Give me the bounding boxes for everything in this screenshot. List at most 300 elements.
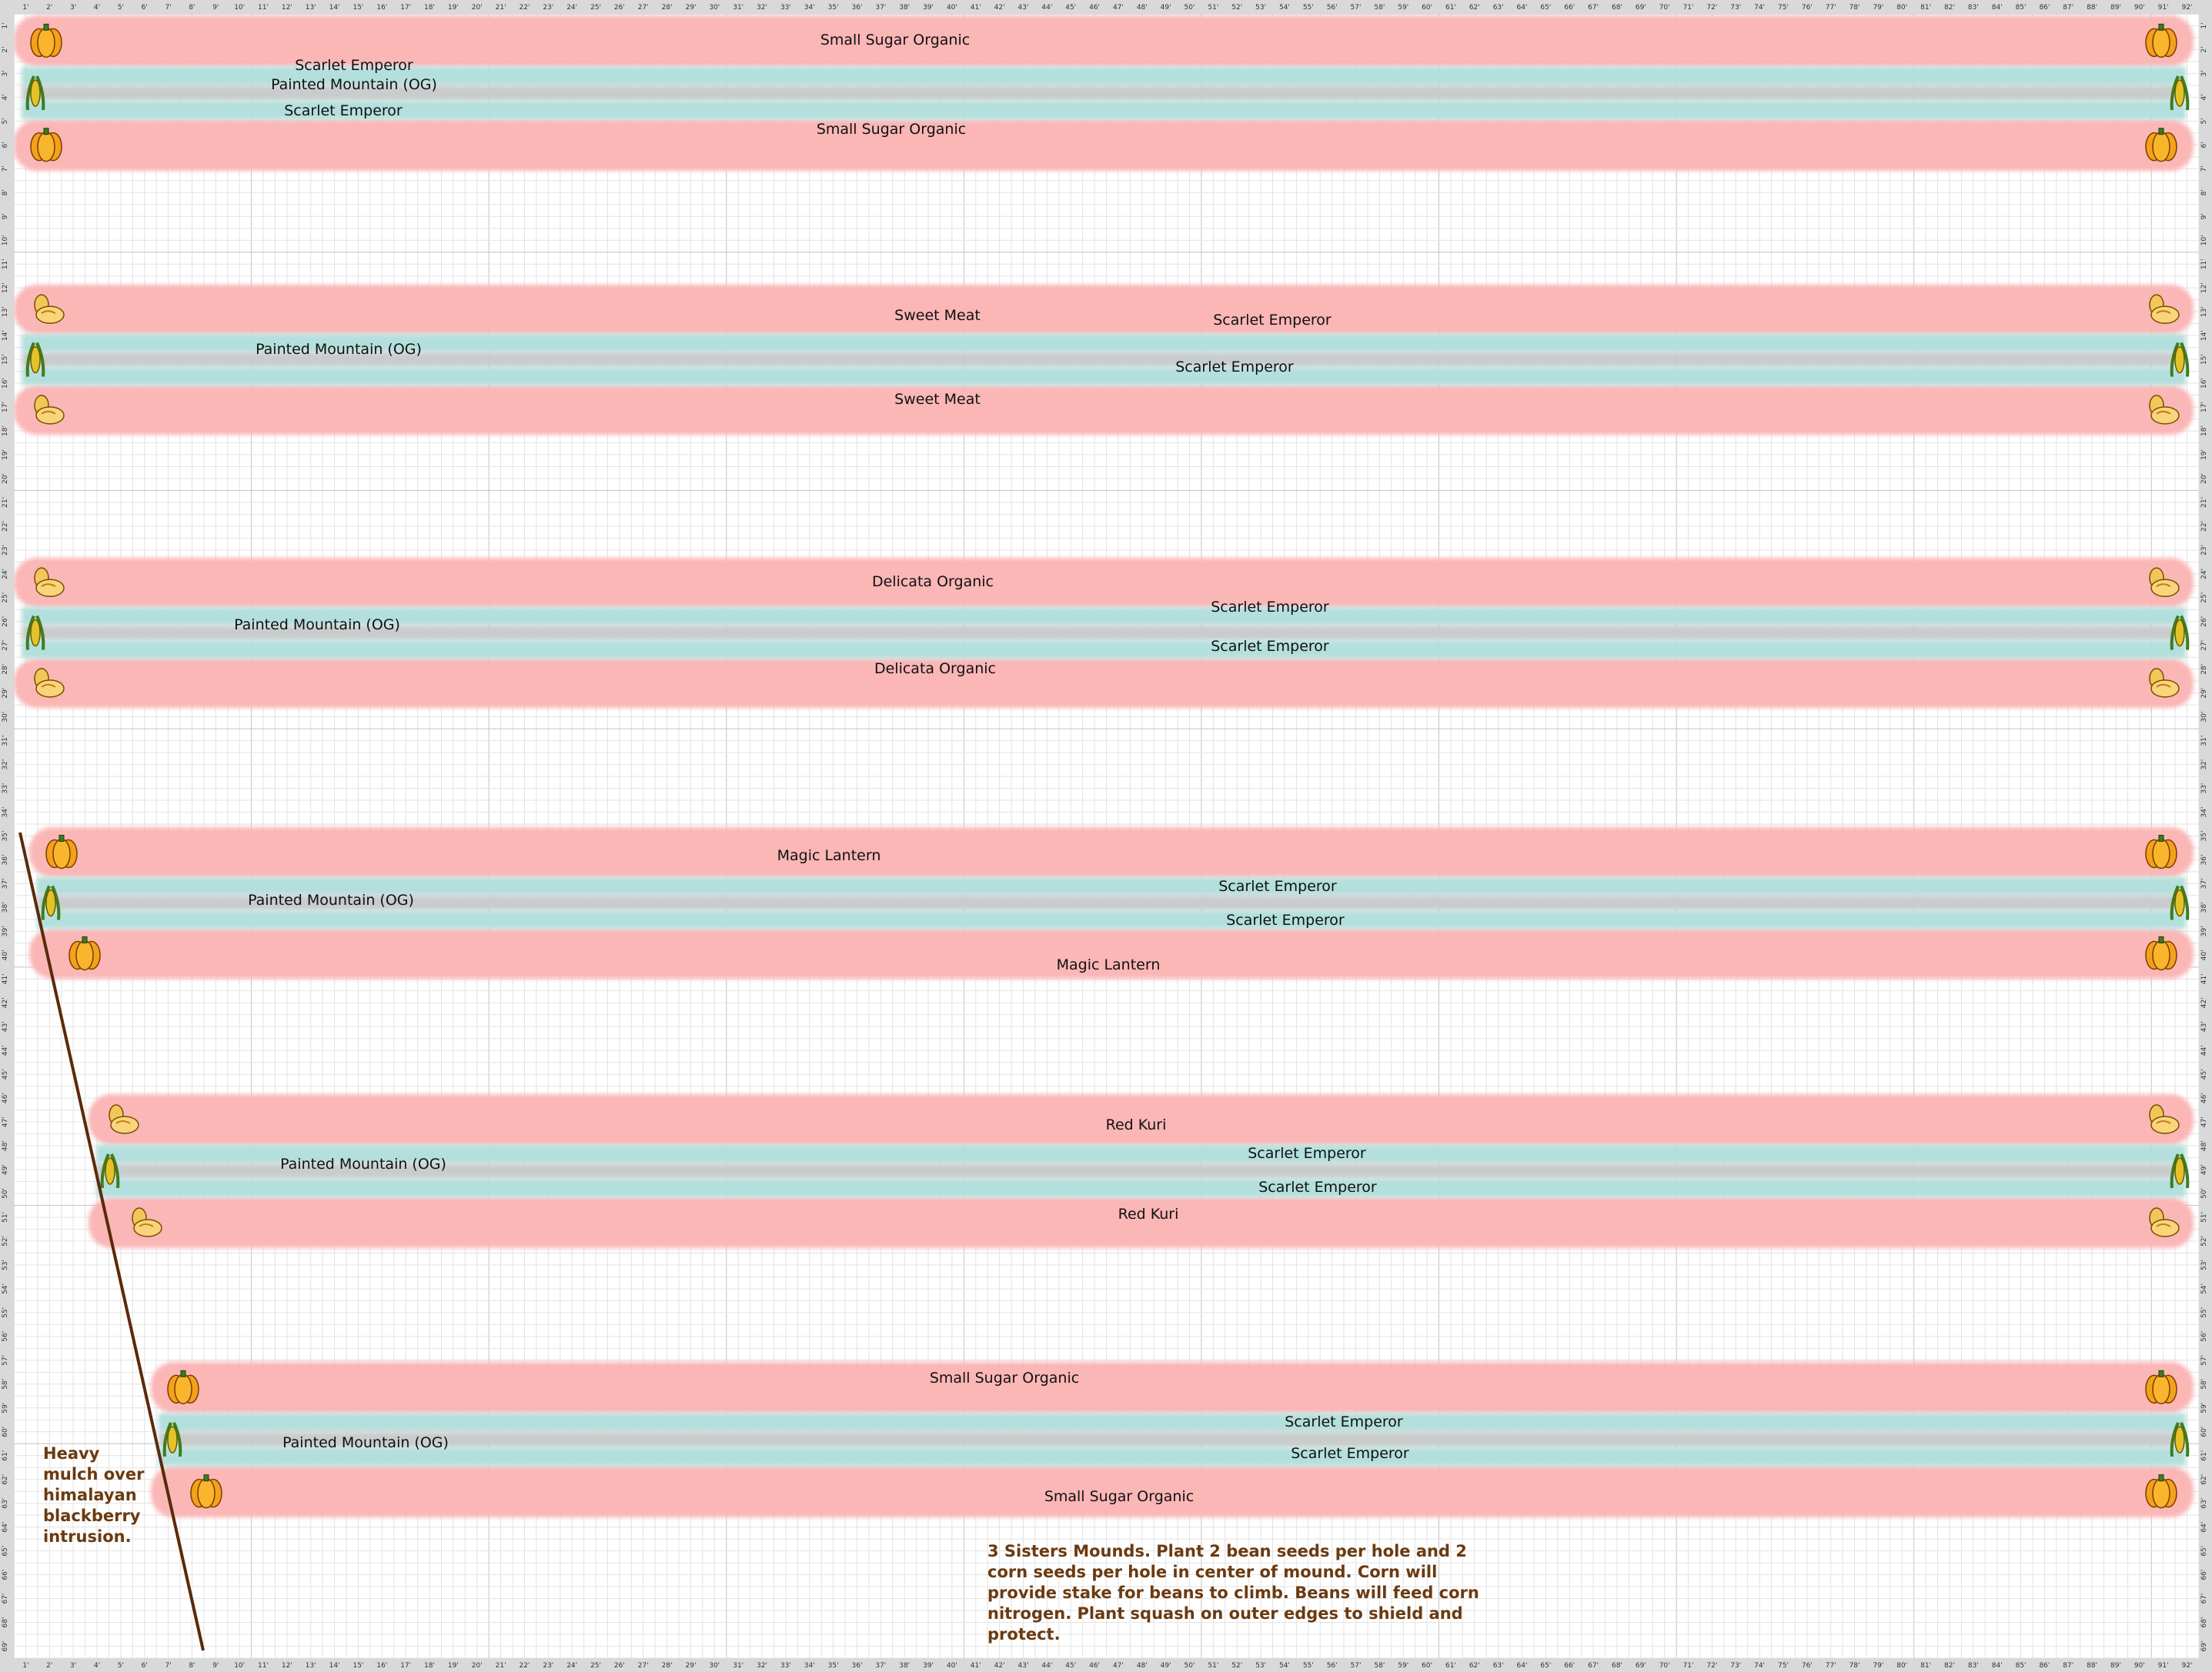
ruler-row-label: 36': [2, 854, 9, 866]
ruler-column-label: 91': [2157, 1662, 2169, 1670]
ruler-row-label: 7': [2, 165, 9, 172]
ruler-column-label: 73': [1730, 1662, 1742, 1670]
ruler-column-label: 52': [1231, 4, 1243, 12]
bed-planting-label: Small Sugar Organic: [929, 1370, 1080, 1387]
ruler-column-label: 41': [970, 1662, 981, 1670]
ruler-column-label: 38': [899, 1662, 911, 1670]
ruler-row-label: 42': [2200, 997, 2208, 1009]
three-sisters-note: 3 Sisters Mounds. Plant 2 bean seeds per hole and 2 corn seeds per hole in center of mound. Corn will provide stake for beans to climb. Beans will feed corn nitrogen. Plant squash on outer edges to shield and protect.: [987, 1542, 1479, 1644]
squash-band: [14, 385, 2194, 435]
squash-band: [14, 119, 2194, 171]
ruler-row-label: 5': [2, 118, 9, 125]
ruler-column-label: 58': [1374, 1662, 1385, 1670]
ruler-row-label: 13': [2200, 306, 2208, 318]
bed-planting-label: Sweet Meat: [894, 307, 981, 324]
ruler-row-label: 53': [2200, 1260, 2208, 1270]
ruler-column-label: 5': [117, 1662, 124, 1670]
corn-band: [159, 1432, 2186, 1447]
ruler-column-label: 54': [1278, 4, 1290, 12]
ruler-column-label: 19': [447, 4, 459, 12]
ruler-row-label: 15': [2, 354, 9, 365]
ruler-row-label: 14': [2, 330, 9, 342]
bean-band: [159, 1447, 2186, 1466]
ruler-row-label: 30': [2200, 711, 2208, 723]
ruler-column-label: 87': [2063, 4, 2074, 12]
ruler-column-label: 18': [424, 4, 435, 12]
ruler-column-label: 82': [1944, 4, 1955, 12]
ruler-column-label: 34': [804, 4, 815, 12]
ruler-row-label: 28': [2200, 663, 2208, 675]
ruler-row-label: 9': [2200, 213, 2208, 220]
ruler-row-label: 66': [2200, 1569, 2208, 1580]
ruler-row-label: 58': [2, 1378, 9, 1390]
ruler-row-label: 40': [2200, 949, 2208, 961]
ruler-column-label: 31': [733, 1662, 744, 1670]
bed-planting-label: Sweet Meat: [894, 391, 981, 408]
bed-planting-label: Painted Mountain (OG): [271, 76, 437, 93]
ruler-column-label: 13': [305, 1662, 316, 1670]
ruler-column-label: 79': [1873, 1662, 1884, 1670]
ruler-column-label: 62': [1469, 1662, 1480, 1670]
ruler-row-label: 52': [2200, 1236, 2208, 1246]
ruler-row-label: 25': [2200, 592, 2208, 603]
ruler-row-label: 22': [2, 520, 9, 532]
ruler-row-label: 1': [2, 22, 9, 29]
bed-planting-label: Red Kuri: [1118, 1206, 1179, 1223]
bean-band: [96, 1179, 2186, 1197]
ruler-column-label: 44': [1041, 1662, 1053, 1670]
bed-5: [89, 1094, 2194, 1248]
ruler-row-label: 52': [2, 1236, 9, 1246]
ruler-row-label: 63': [2200, 1497, 2208, 1509]
ruler-column-label: 23': [543, 1662, 554, 1670]
ruler-column-label: 2': [46, 1662, 53, 1670]
bed-planting-label: Scarlet Emperor: [295, 57, 413, 74]
ruler-column-label: 14': [329, 4, 340, 12]
squash-band: [151, 1362, 2194, 1413]
ruler-row-label: 7': [2200, 165, 2208, 172]
bed-planting-label: Scarlet Emperor: [1285, 1413, 1403, 1430]
ruler-row-label: 68': [2, 1617, 9, 1628]
squash-band: [14, 558, 2194, 607]
ruler-column-label: 65': [1540, 1662, 1552, 1670]
ruler-column-label: 12': [281, 4, 292, 12]
ruler-column-label: 75': [1778, 1662, 1789, 1670]
ruler-column-label: 8': [189, 4, 195, 12]
ruler-row-label: 69': [2200, 1640, 2208, 1652]
ruler-column-label: 44': [1041, 4, 1053, 12]
ruler-column-label: 25': [590, 4, 602, 12]
ruler-column-label: 85': [2015, 1662, 2027, 1670]
ruler-column-label: 11': [258, 4, 269, 12]
ruler-row-label: 67': [2200, 1593, 2208, 1604]
ruler-column-label: 17': [400, 4, 412, 12]
ruler-row-label: 61': [2, 1450, 9, 1461]
ruler-row-label: 3': [2, 70, 9, 77]
ruler-row-label: 33': [2, 783, 9, 794]
ruler-row-label: 43': [2, 1021, 9, 1033]
ruler-column-label: 88': [2087, 4, 2098, 12]
ruler-row-label: 69': [2, 1640, 9, 1652]
bean-band: [22, 640, 2186, 658]
ruler-column-label: 20': [471, 4, 483, 12]
ruler-column-label: 29': [685, 4, 697, 12]
ruler-column-label: 33': [780, 1662, 791, 1670]
ruler-column-label: 57': [1350, 1662, 1362, 1670]
ruler-row-label: 17': [2, 402, 9, 412]
ruler-column-label: 61': [1445, 4, 1456, 12]
ruler-column-label: 83': [1967, 1662, 1979, 1670]
bed-planting-label: Scarlet Emperor: [284, 102, 403, 119]
ruler-row-label: 16': [2200, 378, 2208, 389]
ruler-column-label: 81': [1920, 1662, 1932, 1670]
ruler-column-label: 43': [1017, 4, 1029, 12]
ruler-column-label: 92': [2181, 4, 2193, 12]
ruler-row-label: 10': [2, 235, 9, 246]
ruler-row-label: 38': [2200, 902, 2208, 913]
ruler-column-label: 90': [2133, 4, 2145, 12]
bed-planting-label: Scarlet Emperor: [1226, 912, 1345, 929]
ruler-column-label: 71': [1682, 1662, 1694, 1670]
ruler-column-label: 53': [1255, 4, 1267, 12]
ruler-row-label: 60': [2, 1426, 9, 1437]
ruler-row-label: 12': [2, 282, 9, 294]
ruler-row-label: 39': [2200, 926, 2208, 937]
ruler-column-label: 11': [258, 1662, 269, 1670]
ruler-row-label: 35': [2, 830, 9, 842]
ruler-row-label: 68': [2200, 1617, 2208, 1628]
ruler-row-label: 12': [2200, 282, 2208, 294]
ruler-column-label: 26': [613, 4, 625, 12]
ruler-column-label: 21': [495, 1662, 506, 1670]
ruler-row-label: 37': [2200, 878, 2208, 889]
ruler-row-label: 36': [2200, 854, 2208, 866]
ruler-column-label: 3': [70, 1662, 77, 1670]
ruler-column-label: 55': [1302, 1662, 1314, 1670]
ruler-column-label: 88': [2087, 1662, 2098, 1670]
ruler-column-label: 9': [212, 1662, 219, 1670]
ruler-column-label: 74': [1754, 4, 1766, 12]
ruler-row-label: 11': [2200, 259, 2208, 270]
ruler-row-label: 54': [2, 1283, 9, 1294]
ruler-column-label: 60': [1422, 4, 1433, 12]
ruler-row-label: 26': [2200, 616, 2208, 627]
ruler-row-label: 61': [2200, 1450, 2208, 1461]
ruler-column-label: 65': [1540, 4, 1552, 12]
ruler-column-label: 55': [1302, 4, 1314, 12]
ruler-row-label: 24': [2200, 568, 2208, 579]
ruler-row-label: 65': [2200, 1545, 2208, 1557]
ruler-row-label: 64': [2, 1521, 9, 1533]
ruler-column-label: 15': [353, 1662, 364, 1670]
ruler-column-label: 50': [1184, 1662, 1195, 1670]
ruler-row-label: 44': [2, 1045, 9, 1056]
ruler-column-label: 69': [1635, 1662, 1646, 1670]
ruler-column-label: 35': [827, 1662, 839, 1670]
ruler-column-label: 67': [1588, 1662, 1599, 1670]
ruler-row-label: 15': [2200, 354, 2208, 365]
ruler-column-label: 76': [1801, 1662, 1813, 1670]
ruler-row-label: 24': [2, 568, 9, 579]
ruler-column-label: 3': [70, 4, 77, 12]
ruler-row-label: 60': [2200, 1426, 2208, 1437]
bed-planting-label: Scarlet Emperor: [1213, 312, 1332, 329]
ruler-column-label: 66': [1564, 1662, 1575, 1670]
ruler-row-label: 38': [2, 902, 9, 913]
ruler-column-label: 28': [661, 4, 673, 12]
ruler-column-label: 5': [117, 4, 124, 12]
bed-planting-label: Magic Lantern: [777, 847, 881, 864]
ruler-column-label: 56': [1326, 1662, 1338, 1670]
ruler-column-label: 34': [804, 1662, 815, 1670]
ruler-column-label: 58': [1374, 4, 1385, 12]
ruler-row-label: 34': [2200, 806, 2208, 818]
ruler-column-label: 48': [1136, 4, 1148, 12]
ruler-column-label: 24': [566, 4, 578, 12]
ruler-row-label: 13': [2, 306, 9, 318]
ruler-row-label: 5': [2200, 118, 2208, 125]
ruler-row-label: 48': [2200, 1140, 2208, 1152]
ruler-row-label: 19': [2, 449, 9, 460]
ruler-column-label: 77': [1825, 4, 1836, 12]
ruler-row-label: 63': [2, 1497, 9, 1509]
bed-planting-label: Small Sugar Organic: [1044, 1488, 1195, 1505]
ruler-row-label: 2': [2200, 46, 2208, 53]
ruler-column-label: 9': [212, 4, 219, 12]
ruler-column-label: 20': [471, 1662, 483, 1670]
ruler-row-label: 41': [2200, 973, 2208, 985]
ruler-column-label: 45': [1065, 1662, 1077, 1670]
ruler-row-label: 25': [2, 592, 9, 603]
ruler-row-label: 47': [2200, 1116, 2208, 1128]
bed-planting-label: Scarlet Emperor: [1248, 1145, 1366, 1162]
ruler-column-label: 87': [2063, 1662, 2074, 1670]
ruler-column-label: 47': [1112, 1662, 1124, 1670]
bed-planting-label: Small Sugar Organic: [816, 121, 967, 138]
ruler-column-label: 60': [1422, 1662, 1433, 1670]
bed-planting-label: Painted Mountain (OG): [248, 892, 414, 909]
ruler-row-label: 20': [2200, 472, 2208, 484]
ruler-row-label: 27': [2200, 639, 2208, 651]
ruler-column-label: 59': [1398, 4, 1409, 12]
ruler-column-label: 16': [376, 4, 388, 12]
ruler-row-label: 1': [2200, 22, 2208, 29]
ruler-column-label: 24': [566, 1662, 578, 1670]
ruler-column-label: 56': [1326, 4, 1338, 12]
ruler-row-label: 14': [2200, 330, 2208, 342]
ruler-column-label: 39': [923, 1662, 934, 1670]
bed-planting-label: Scarlet Emperor: [1211, 638, 1329, 655]
ruler-column-label: 38': [899, 4, 911, 12]
ruler-column-label: 89': [2110, 1662, 2121, 1670]
ruler-column-label: 47': [1112, 4, 1124, 12]
ruler-column-label: 12': [281, 1662, 292, 1670]
ruler-row-label: 31': [2200, 735, 2208, 746]
ruler-column-label: 48': [1136, 1662, 1148, 1670]
ruler-row-label: 59': [2, 1402, 9, 1413]
ruler-row-label: 17': [2200, 402, 2208, 412]
ruler-column-label: 19': [447, 1662, 459, 1670]
ruler-row-label: 21': [2200, 496, 2208, 508]
ruler-column-label: 22': [519, 1662, 530, 1670]
ruler-row-label: 45': [2200, 1069, 2208, 1080]
ruler-row-label: 23': [2200, 544, 2208, 556]
ruler-column-label: 18': [424, 1662, 435, 1670]
ruler-row-label: 34': [2, 806, 9, 818]
ruler-row-label: 2': [2, 46, 9, 53]
ruler-column-label: 73': [1730, 4, 1742, 12]
ruler-column-label: 53': [1255, 1662, 1267, 1670]
ruler-column-label: 4': [93, 1662, 101, 1670]
ruler-column-label: 75': [1778, 4, 1789, 12]
ruler-column-label: 70': [1659, 1662, 1670, 1670]
ruler-column-label: 83': [1967, 4, 1979, 12]
ruler-row-label: 47': [2, 1116, 9, 1128]
bed-planting-label: Magic Lantern: [1056, 956, 1161, 973]
ruler-column-label: 27': [637, 4, 649, 12]
ruler-column-label: 76': [1801, 4, 1813, 12]
ruler-column-label: 84': [1991, 1662, 2003, 1670]
bed-planting-label: Scarlet Emperor: [1258, 1179, 1377, 1196]
ruler-column-label: 1': [22, 1662, 29, 1670]
ruler-column-label: 42': [994, 4, 1005, 12]
ruler-column-label: 72': [1706, 1662, 1718, 1670]
ruler-column-label: 80': [1896, 4, 1908, 12]
bean-band: [37, 910, 2186, 929]
ruler-row-label: 21': [2, 496, 9, 508]
ruler-row-label: 8': [2200, 189, 2208, 196]
ruler-column-label: 64': [1516, 1662, 1528, 1670]
ruler-row-label: 8': [2, 189, 9, 196]
ruler-column-label: 68': [1611, 4, 1622, 12]
ruler-row-label: 43': [2200, 1021, 2208, 1033]
ruler-row-label: 29': [2200, 687, 2208, 699]
ruler-row-label: 16': [2, 378, 9, 389]
ruler-column-label: 59': [1398, 1662, 1409, 1670]
ruler-row-label: 50': [2200, 1188, 2208, 1200]
ruler-row-label: 53': [2, 1260, 9, 1270]
ruler-row-label: 18': [2, 426, 9, 436]
ruler-column-label: 2': [46, 4, 53, 12]
ruler-column-label: 50': [1184, 4, 1195, 12]
ruler-column-label: 7': [165, 4, 172, 12]
ruler-row-label: 26': [2, 616, 9, 627]
bean-band: [22, 367, 2186, 385]
ruler-row-label: 19': [2200, 449, 2208, 460]
ruler-column-label: 78': [1849, 1662, 1860, 1670]
ruler-column-label: 4': [93, 4, 101, 12]
squash-band: [14, 659, 2194, 708]
ruler-row-label: 67': [2, 1593, 9, 1604]
bed-planting-label: Scarlet Emperor: [1175, 359, 1294, 375]
ruler-row-label: 46': [2200, 1093, 2208, 1104]
ruler-column-label: 70': [1659, 4, 1670, 12]
ruler-row-label: 45': [2, 1069, 9, 1080]
ruler-column-label: 68': [1611, 1662, 1622, 1670]
ruler-row-label: 59': [2200, 1402, 2208, 1413]
ruler-row-label: 46': [2, 1093, 9, 1104]
ruler-row-label: 57': [2, 1354, 9, 1366]
ruler-row-label: 6': [2, 142, 9, 149]
ruler-row-label: 32': [2200, 759, 2208, 770]
ruler-column-label: 90': [2133, 1662, 2145, 1670]
ruler-column-label: 28': [661, 1662, 673, 1670]
ruler-column-label: 51': [1208, 4, 1219, 12]
bed-planting-label: Painted Mountain (OG): [234, 616, 400, 633]
ruler-column-label: 6': [141, 4, 148, 12]
bed-planting-label: Painted Mountain (OG): [256, 341, 422, 358]
ruler-column-label: 7': [165, 1662, 172, 1670]
ruler-column-label: 80': [1896, 1662, 1908, 1670]
ruler-column-label: 32': [757, 1662, 768, 1670]
ruler-column-label: 86': [2039, 1662, 2050, 1670]
mulch-note: Heavy mulch over himalayan blackberry intrusion.: [43, 1444, 145, 1546]
squash-band: [29, 827, 2194, 877]
ruler-column-label: 45': [1065, 4, 1077, 12]
ruler-column-label: 54': [1278, 1662, 1290, 1670]
bed-planting-label: Painted Mountain (OG): [280, 1156, 446, 1173]
ruler-row-label: 32': [2, 759, 9, 770]
ruler-column-label: 1': [22, 4, 29, 12]
ruler-row-label: 55': [2200, 1307, 2208, 1318]
ruler-column-label: 15': [353, 4, 364, 12]
ruler-column-label: 31': [733, 4, 744, 12]
ruler-column-label: 71': [1682, 4, 1694, 12]
ruler-column-label: 86': [2039, 4, 2050, 12]
ruler-column-label: 51': [1208, 1662, 1219, 1670]
ruler-column-label: 10': [234, 4, 246, 12]
ruler-column-label: 17': [400, 1662, 412, 1670]
ruler-column-label: 33': [780, 4, 791, 12]
ruler-column-label: 22': [519, 4, 530, 12]
ruler-row-label: 62': [2, 1473, 9, 1485]
bed-planting-label: Scarlet Emperor: [1218, 878, 1337, 895]
ruler-row-label: 41': [2, 973, 9, 985]
squash-band: [14, 285, 2194, 334]
ruler-column-label: 82': [1944, 1662, 1955, 1670]
ruler-column-label: 74': [1754, 1662, 1766, 1670]
ruler-column-label: 32': [757, 4, 768, 12]
ruler-column-label: 85': [2015, 4, 2027, 12]
ruler-column-label: 61': [1445, 1662, 1456, 1670]
ruler-row-label: 4': [2, 94, 10, 101]
ruler-column-label: 43': [1017, 1662, 1029, 1670]
ruler-column-label: 29': [685, 1662, 697, 1670]
bed-planting-label: Red Kuri: [1105, 1116, 1167, 1133]
ruler-row-label: 56': [2, 1330, 9, 1342]
ruler-column-label: 21': [495, 4, 506, 12]
ruler-column-label: 62': [1469, 4, 1480, 12]
ruler-column-label: 57': [1350, 4, 1362, 12]
ruler-column-label: 16': [376, 1662, 388, 1670]
ruler-column-label: 66': [1564, 4, 1575, 12]
bed-4: [29, 827, 2194, 979]
ruler-column-label: 42': [994, 1662, 1005, 1670]
ruler-row-label: 31': [2, 735, 9, 746]
ruler-column-label: 72': [1706, 4, 1718, 12]
ruler-row-label: 55': [2, 1307, 9, 1318]
ruler-column-label: 40': [946, 4, 957, 12]
ruler-column-label: 84': [1991, 4, 2003, 12]
ruler-row-label: 44': [2200, 1045, 2208, 1056]
bed-planting-label: Delicata Organic: [871, 573, 994, 590]
ruler-column-label: 27': [637, 1662, 649, 1670]
ruler-row-label: 40': [2, 949, 9, 961]
ruler-column-label: 36': [851, 1662, 863, 1670]
ruler-row-label: 35': [2200, 830, 2208, 842]
ruler-row-label: 66': [2, 1569, 10, 1580]
ruler-row-label: 51': [2, 1212, 9, 1223]
